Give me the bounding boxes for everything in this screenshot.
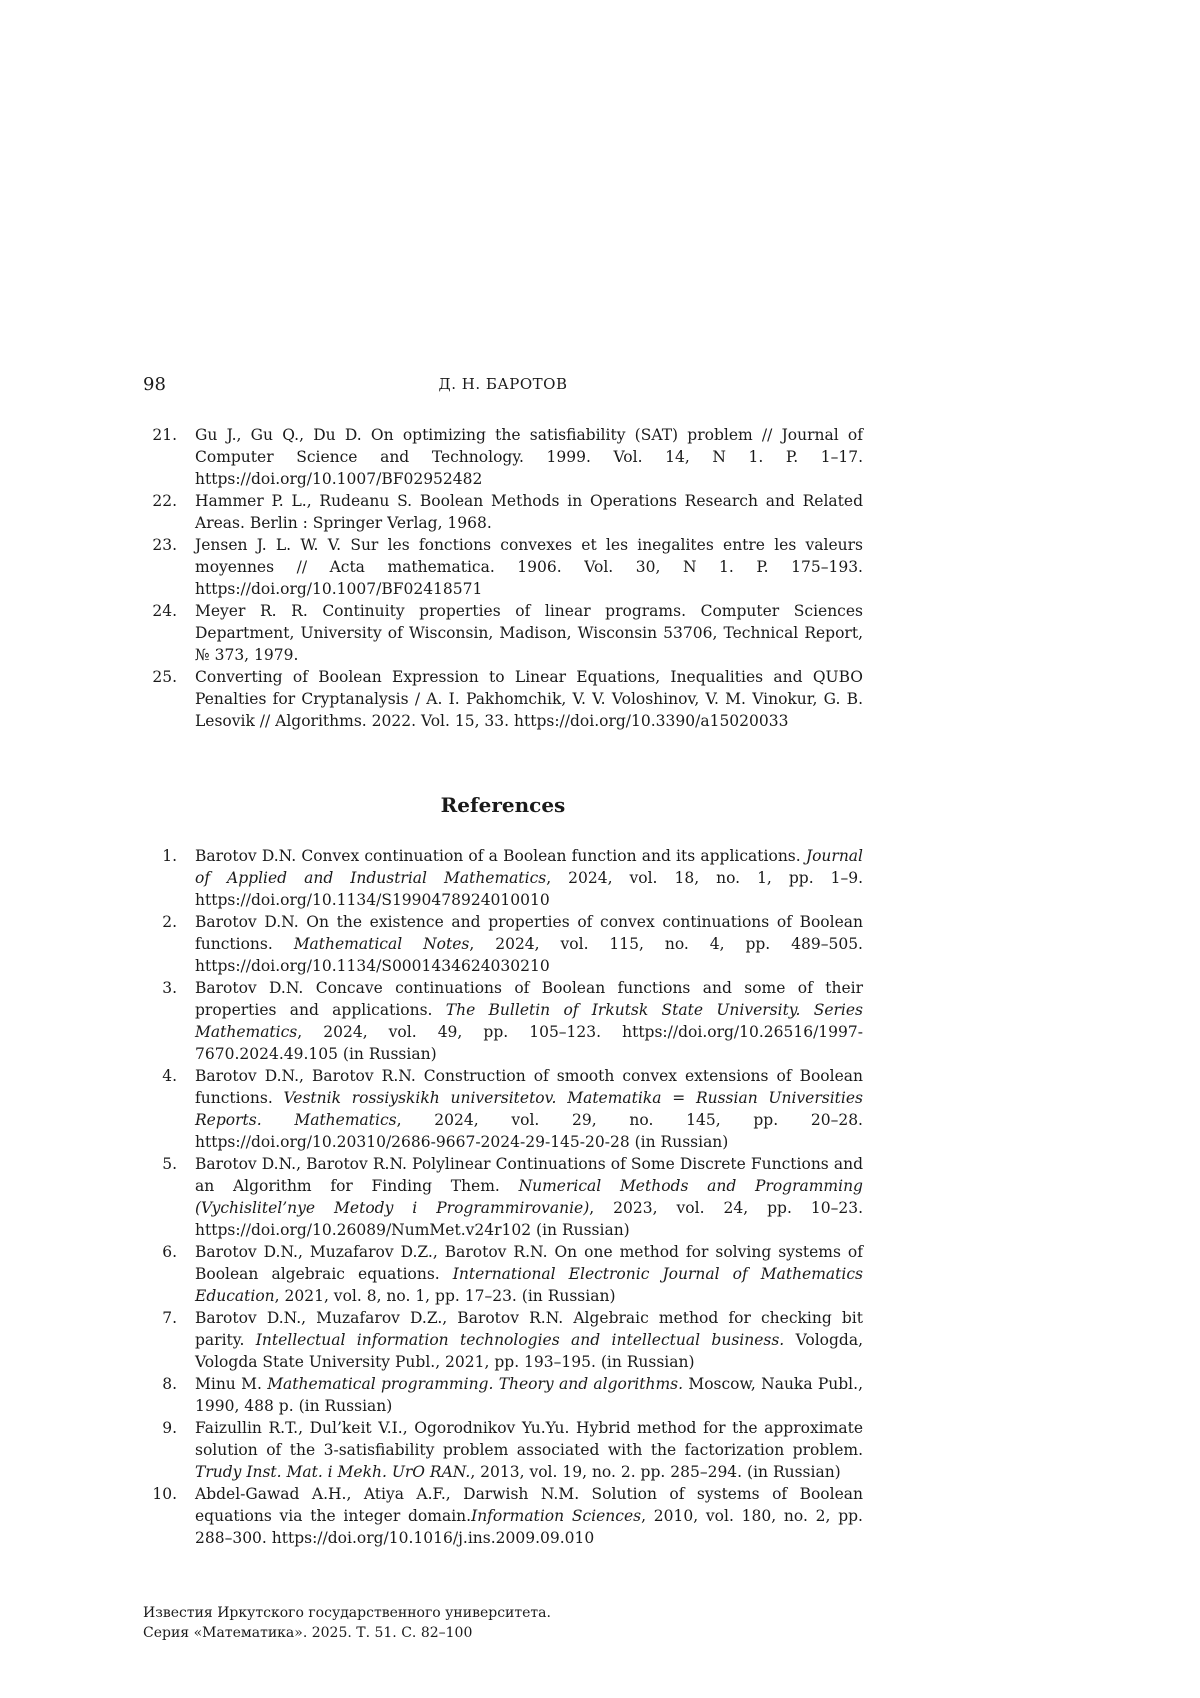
reference-text: Converting of Boolean Expression to Linear Equations, Inequalities and QUBO Penalties for Cryptanalysis / A. I. Pakhomchik, V. V. Voloshinov, V. M. Vinokur, G. B. Lesovik // Algorithms. 2022. Vol. 15, 33. https://doi.org/10.3390/a15020033 [195,668,863,730]
reference-item: 10. Abdel-Gawad A.H., Atiya A.F., Darwish N.M. Solution of systems of Boolean equations via the integer domain.Information Sciences, 2010, vol. 180, no. 2, pp. 288–300. https://doi.org/10.1016/j.ins.2009.09.010 [152,1485,863,1547]
reference-item: 5. Barotov D.N., Barotov R.N. Polylinear Continuations of Some Discrete Functions and an Algorithm for Finding Them. Numerical Methods and Programming (Vychislitel’nye Metody i Programmirovanie), 2023, vol. 24, pp. 10–23. https://doi.org/10.26089/NumMet.v24r102 (in Russian) [162,1155,863,1239]
reference-item: 21. Gu J., Gu Q., Du D. On optimizing the satisfiability (SAT) problem // Journal of Computer Science and Technology. 1999. Vol. 14, N 1. P. 1–17. https://doi.org/10.1007/BF02952482 [152,426,863,488]
reference-text: Meyer R. R. Continuity properties of linear programs. Computer Sciences Department, University of Wisconsin, Madison, Wisconsin 53706, Technical Report, № 373, 1979. [195,602,863,664]
reference-text: Gu J., Gu Q., Du D. On optimizing the satisfiability (SAT) problem // Journal of Computer Science and Technology. 1999. Vol. 14, N 1. P. 1–17. https://doi.org/10.1007/BF02952482 [195,426,863,488]
reference-item: 7. Barotov D.N., Muzafarov D.Z., Barotov R.N. Algebraic method for checking bit parity. Intellectual information technologies and intellectual business. Vologda, Vologda State University Publ., 2021, pp. 193–195. (in Russian) [162,1309,863,1371]
reference-item: 4. Barotov D.N., Barotov R.N. Construction of smooth convex extensions of Boolean functions. Vestnik rossiyskikh universitetov. Matematika = Russian Universities Reports. Mathematics, 2024, vol. 29, no. 145, pp. 20–28. https://doi.org/10.20310/2686-9667-2024-29-145-20-28 (in Russian) [162,1067,863,1151]
page-footer [143,1603,551,1643]
reference-item: 23. Jensen J. L. W. V. Sur les fonctions convexes et les inegalites entre les valeurs moyennes // Acta mathematica. 1906. Vol. 30, N 1. P. 175–193. https://doi.org/10.1007/BF02418571 [152,536,863,598]
journal-title: Intellectual information technologies and intellectual business. [255,1331,785,1349]
reference-text: Hammer P. L., Rudeanu S. Boolean Methods in Operations Research and Related Areas. Berlin : Springer Verlag, 1968. [195,492,863,532]
reference-item: 24. Meyer R. R. Continuity properties of linear programs. Computer Sciences Department, University of Wisconsin, Madison, Wisconsin 53706, Technical Report, № 373, 1979. [152,602,863,664]
footer-journal-line: Известия Иркутского государственного университета. [143,1605,551,1621]
journal-title: Numerical Methods and Programming (Vychislitel’nye Metody i Programmirovanie) [195,1177,863,1217]
reference-item: 3. Barotov D.N. Concave continuations of Boolean functions and some of their properties and applications. The Bulletin of Irkutsk State University. Series Mathematics, 2024, vol. 49, pp. 105–123. https://doi.org/10.26516/1997-7670.2024.49.105 (in Russian) [162,979,863,1063]
references-heading: References [440,793,566,817]
reference-item: 25. Converting of Boolean Expression to Linear Equations, Inequalities and QUBO Penalties for Cryptanalysis / A. I. Pakhomchik, V. V. Voloshinov, V. M. Vinokur, G. B. Lesovik // Algorithms. 2022. Vol. 15, 33. https://doi.org/10.3390/a15020033 [152,668,863,730]
footer-issue-line: Серия «Математика». 2025. Т. 51. С. 82–100 [143,1625,473,1641]
journal-title: Information Sciences [471,1507,642,1525]
reference-list-russian [143,424,863,732]
journal-title: International Electronic Journal of Mathematics Education [195,1265,863,1305]
reference-text: Jensen J. L. W. V. Sur les fonctions convexes et les inegalites entre les valeurs moyennes // Acta mathematica. 1906. Vol. 30, N 1. P. 175–193. https://doi.org/10.1007/BF02418571 [195,536,863,598]
journal-title: Journal of Applied and Industrial Mathematics [195,847,863,887]
reference-item: 2. Barotov D.N. On the existence and properties of convex continuations of Boolean functions. Mathematical Notes, 2024, vol. 115, no. 4, pp. 489–505. https://doi.org/10.1134/S0001434624030210 [162,913,863,975]
reference-item: 6. Barotov D.N., Muzafarov D.Z., Barotov R.N. On one method for solving systems of Boolean algebraic equations. International Electronic Journal of Mathematics Education, 2021, vol. 8, no. 1, pp. 17–23. (in Russian) [162,1243,863,1305]
page-number: 98 [143,374,166,395]
journal-title: Trudy Inst. Mat. i Mekh. UrO RAN. [195,1463,471,1481]
reference-item: 9. Faizullin R.T., Dul’keit V.I., Ogorodnikov Yu.Yu. Hybrid method for the approximate solution of the 3-satisfiability problem associated with the factorization problem. Trudy Inst. Mat. i Mekh. UrO RAN., 2013, vol. 19, no. 2. pp. 285–294. (in Russian) [162,1419,863,1481]
reference-item: 22. Hammer P. L., Rudeanu S. Boolean Methods in Operations Research and Related Areas. Berlin : Springer Verlag, 1968. [152,492,863,532]
reference-item: 1. Barotov D.N. Convex continuation of a Boolean function and its applications. Journal of Applied and Industrial Mathematics, 2024, vol. 18, no. 1, pp. 1–9. https://doi.org/10.1134/S1990478924010010 [162,847,864,909]
reference-list-english [143,845,863,1549]
journal-title: The Bulletin of Irkutsk State University. Series Mathematics [195,1001,863,1041]
journal-title: Mathematical Notes [293,935,470,953]
journal-title: Mathematical programming. Theory and algorithms. [267,1375,684,1393]
reference-item: 8. Minu M. Mathematical programming. Theory and algorithms. Moscow, Nauka Publ., 1990, 488 p. (in Russian) [162,1375,863,1415]
journal-title: Vestnik rossiyskikh universitetov. Matematika = Russian Universities Reports. Mathematics [195,1089,863,1129]
running-head: Д. Н. БАРОТОВ [438,375,568,393]
page-header [143,374,863,400]
